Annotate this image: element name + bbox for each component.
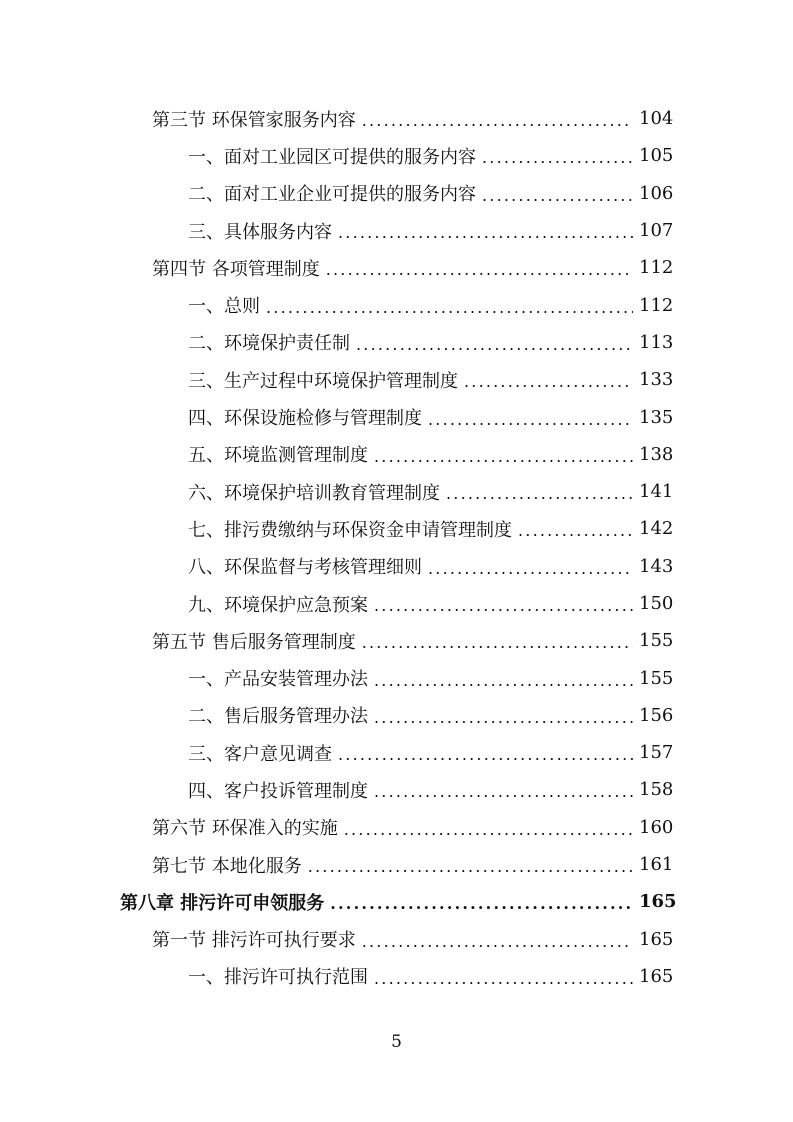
toc-entry-title: 第四节 各项管理制度 <box>152 258 320 280</box>
toc-entry-title: 五、环境监测管理制度 <box>188 445 368 467</box>
toc-entry-page: 155 <box>639 630 674 652</box>
toc-entry-section[interactable] <box>0 249 793 286</box>
toc-entry-title: 一、产品安装管理办法 <box>188 669 368 691</box>
toc-entry-item[interactable] <box>0 361 793 398</box>
toc-dot-leader <box>482 148 633 167</box>
toc-dot-leader <box>518 521 633 540</box>
toc-dot-leader <box>428 410 633 429</box>
toc-entry-title: 一、总则 <box>188 296 260 318</box>
toc-entry-title: 三、生产过程中环境保护管理制度 <box>188 370 458 392</box>
toc-entry-section[interactable] <box>0 921 793 958</box>
toc-entry-title: 九、环境保护应急预案 <box>188 594 368 616</box>
toc-entry-page: 143 <box>639 555 674 577</box>
toc-entry-page: 112 <box>639 294 674 316</box>
toc-entry-section[interactable] <box>0 846 793 883</box>
toc-dot-leader <box>374 596 633 615</box>
toc-entry-title: 第七节 本地化服务 <box>152 855 302 877</box>
toc-entry-title: 一、面对工业园区可提供的服务内容 <box>188 146 476 168</box>
toc-entry-item[interactable] <box>0 212 793 249</box>
toc-entry-item[interactable] <box>0 324 793 361</box>
toc-dot-leader <box>464 372 633 391</box>
toc-dot-leader <box>374 969 633 988</box>
toc-entry-title: 四、环保设施检修与管理制度 <box>188 408 422 430</box>
toc-entry-title: 第六节 环保准入的实施 <box>152 818 338 840</box>
toc-entry-title: 二、面对工业企业可提供的服务内容 <box>188 184 476 206</box>
toc-entry-page: 113 <box>639 331 674 353</box>
toc-entry-item[interactable] <box>0 286 793 323</box>
toc-entry-page: 165 <box>639 965 674 987</box>
toc-entry-item[interactable] <box>0 175 793 212</box>
toc-dot-leader <box>446 484 633 503</box>
toc-entry-item[interactable] <box>0 510 793 547</box>
toc-entry-title: 一、排污许可执行范围 <box>188 967 368 989</box>
toc-dot-leader <box>362 932 633 951</box>
toc-entry-page: 133 <box>639 369 674 391</box>
toc-entry-page: 142 <box>639 518 674 540</box>
table-of-contents <box>0 100 793 995</box>
toc-entry-item[interactable] <box>0 771 793 808</box>
toc-entry-page: 155 <box>639 667 674 689</box>
toc-entry-item[interactable] <box>0 137 793 174</box>
toc-entry-page: 104 <box>639 108 674 130</box>
toc-entry-item[interactable] <box>0 473 793 510</box>
toc-entry-page: 165 <box>639 891 677 913</box>
toc-entry-section[interactable] <box>0 100 793 137</box>
toc-entry-title: 三、客户意见调查 <box>188 743 332 765</box>
toc-entry-page: 135 <box>639 406 674 428</box>
toc-entry-title: 六、环境保护培训教育管理制度 <box>188 482 440 504</box>
toc-entry-page: 158 <box>639 779 674 801</box>
toc-entry-item[interactable] <box>0 958 793 995</box>
toc-dot-leader <box>362 633 633 652</box>
toc-dot-leader <box>428 559 633 578</box>
toc-entry-item[interactable] <box>0 659 793 696</box>
page-number: 5 <box>391 1032 402 1052</box>
toc-entry-page: 161 <box>639 854 674 876</box>
toc-entry-page: 106 <box>639 182 674 204</box>
toc-entry-title: 八、环保监督与考核管理细则 <box>188 557 422 579</box>
toc-dot-leader <box>338 223 633 242</box>
toc-dot-leader <box>308 857 633 876</box>
toc-dot-leader <box>374 708 633 727</box>
toc-entry-title: 二、环境保护责任制 <box>188 333 350 355</box>
toc-dot-leader <box>330 894 633 913</box>
toc-entry-title: 三、具体服务内容 <box>188 221 332 243</box>
toc-entry-section[interactable] <box>0 622 793 659</box>
toc-entry-page: 141 <box>639 481 674 503</box>
toc-entry-chapter[interactable] <box>0 883 793 920</box>
toc-entry-title: 四、客户投诉管理制度 <box>188 780 368 802</box>
toc-entry-title: 第八章 排污许可申领服务 <box>120 892 325 914</box>
toc-entry-page: 150 <box>639 593 674 614</box>
toc-entry-page: 105 <box>639 145 674 167</box>
toc-entry-title: 第一节 排污许可执行要求 <box>152 930 356 952</box>
toc-entry-page: 156 <box>639 704 674 726</box>
toc-entry-item[interactable] <box>0 436 793 473</box>
toc-dot-leader <box>374 671 633 690</box>
toc-entry-title: 第五节 售后服务管理制度 <box>152 631 356 653</box>
toc-entry-page: 107 <box>639 220 674 242</box>
toc-entry-item[interactable] <box>0 548 793 585</box>
toc-dot-leader <box>338 745 633 764</box>
toc-entry-section[interactable] <box>0 809 793 846</box>
toc-dot-leader <box>326 260 633 279</box>
toc-entry-page: 165 <box>639 928 674 950</box>
toc-dot-leader <box>374 782 633 801</box>
toc-entry-item[interactable] <box>0 398 793 435</box>
toc-entry-page: 138 <box>639 443 674 465</box>
toc-entry-page: 160 <box>639 816 674 838</box>
toc-entry-page: 112 <box>639 257 674 279</box>
toc-entry-item[interactable] <box>0 697 793 734</box>
toc-dot-leader <box>374 447 633 466</box>
toc-dot-leader <box>344 820 633 839</box>
toc-dot-leader <box>362 111 633 130</box>
toc-dot-leader <box>356 335 633 354</box>
toc-entry-page: 157 <box>639 742 674 764</box>
toc-entry-item[interactable] <box>0 734 793 771</box>
toc-entry-title: 二、售后服务管理办法 <box>188 706 368 728</box>
toc-entry-title: 七、排污费缴纳与环保资金申请管理制度 <box>188 519 512 541</box>
toc-dot-leader <box>482 186 633 205</box>
toc-entry-title: 第三节 环保管家服务内容 <box>152 109 356 131</box>
toc-entry-item[interactable] <box>0 585 793 622</box>
toc-dot-leader <box>266 298 633 317</box>
